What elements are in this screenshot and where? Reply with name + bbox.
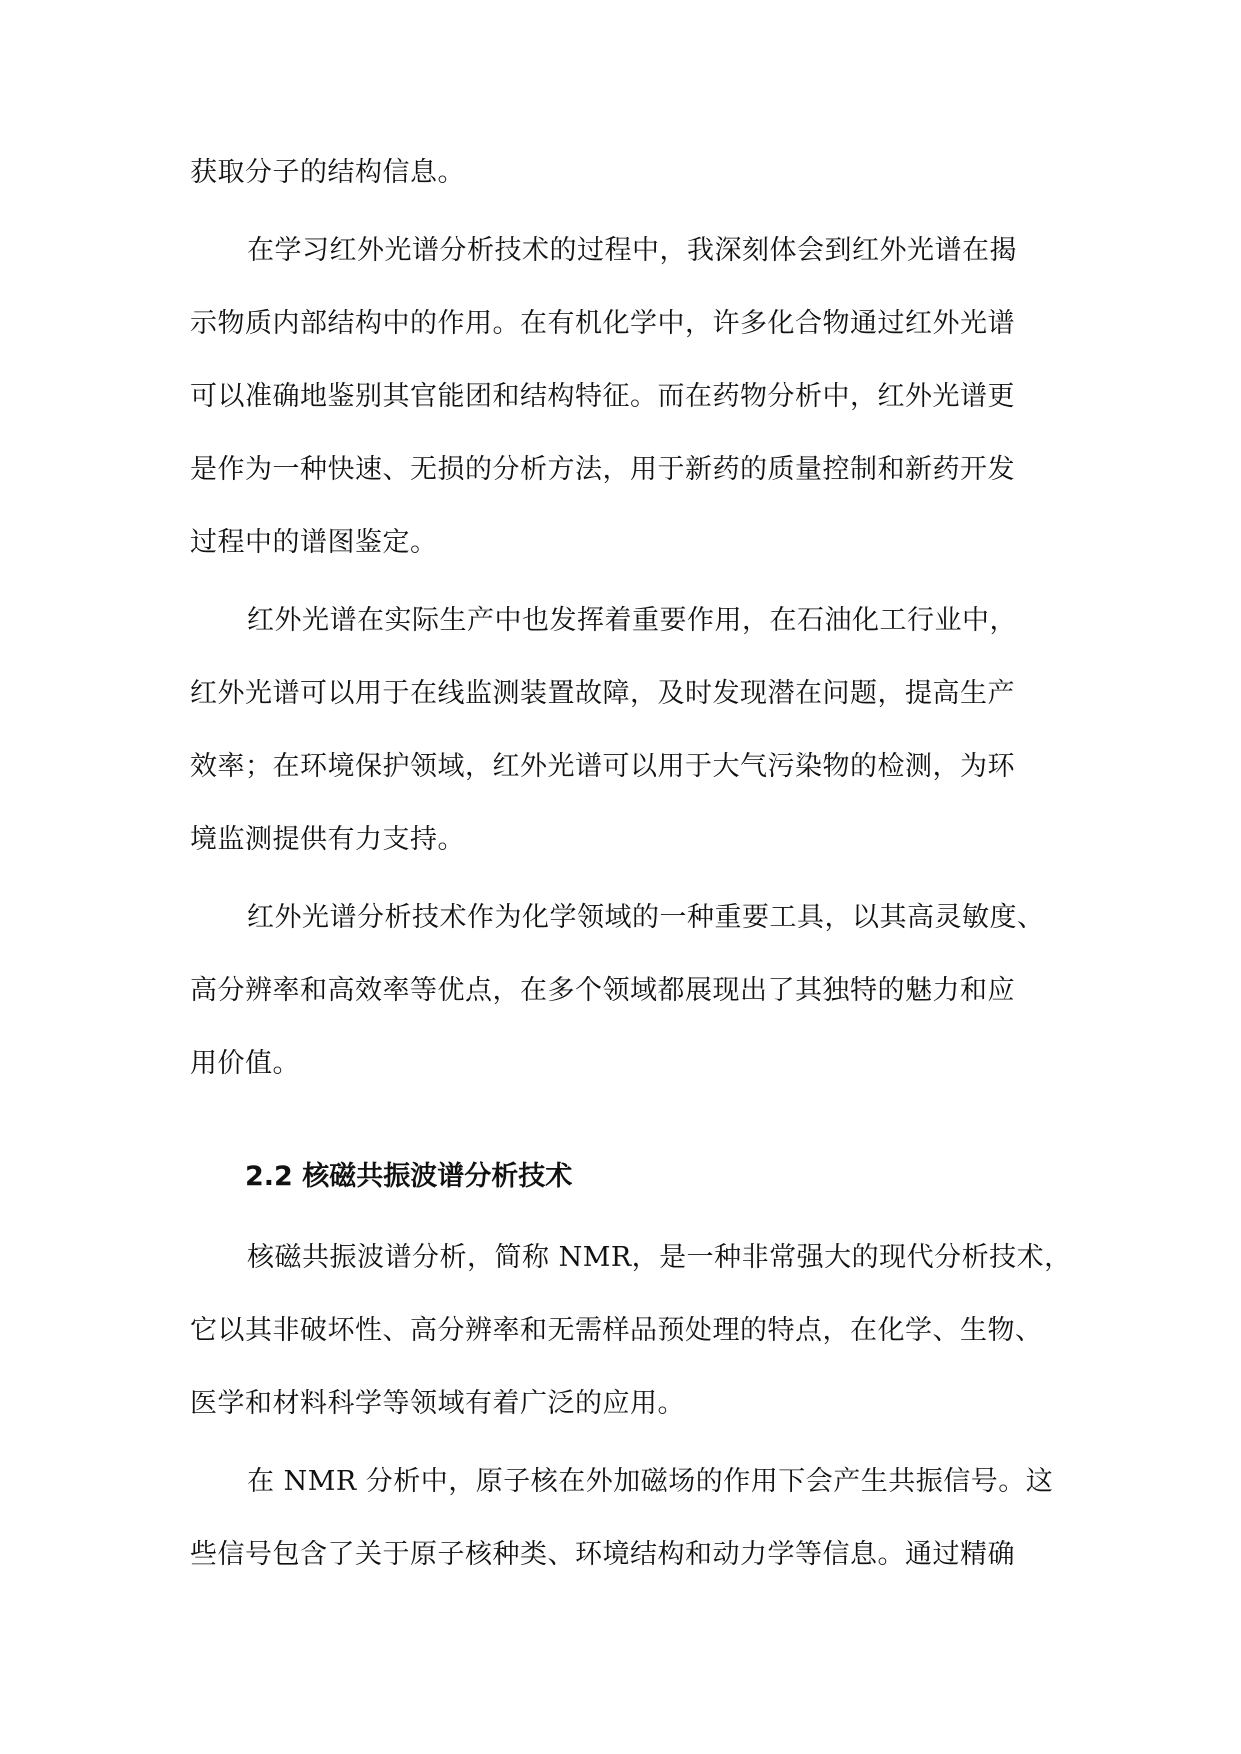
paragraph-line: 高分辨率和高效率等优点，在多个领域都展现出了其独特的魅力和应 bbox=[190, 975, 1015, 1006]
paragraph-line: 些信号包含了关于原子核种类、环境结构和动力学等信息。通过精确 bbox=[190, 1539, 1015, 1570]
paragraph-line: 在 NMR 分析中，原子核在外加磁场的作用下会产生共振信号。这 bbox=[247, 1466, 1054, 1497]
paragraph-line: 它以其非破坏性、高分辨率和无需样品预处理的特点，在化学、生物、 bbox=[190, 1315, 1043, 1346]
paragraph-line: 红外光谱在实际生产中也发挥着重要作用，在石油化工行业中， bbox=[247, 605, 1017, 636]
paragraph-line: 是作为一种快速、无损的分析方法，用于新药的质量控制和新药开发 bbox=[190, 454, 1015, 485]
paragraph-line: 红外光谱分析技术作为化学领域的一种重要工具，以其高灵敏度、 bbox=[247, 902, 1045, 933]
paragraph-line: 境监测提供有力支持。 bbox=[190, 824, 465, 855]
paragraph-line: 效率；在环境保护领域，红外光谱可以用于大气污染物的检测，为环 bbox=[190, 751, 1015, 782]
paragraph-line: 红外光谱可以用于在线监测装置故障，及时发现潜在问题，提高生产 bbox=[190, 678, 1015, 709]
paragraph-line: 核磁共振波谱分析，简称 NMR，是一种非常强大的现代分析技术， bbox=[247, 1242, 1072, 1273]
paragraph-line: 在学习红外光谱分析技术的过程中，我深刻体会到红外光谱在揭 bbox=[247, 235, 1017, 266]
paragraph-line: 过程中的谱图鉴定。 bbox=[190, 527, 438, 558]
paragraph-line: 可以准确地鉴别其官能团和结构特征。而在药物分析中，红外光谱更 bbox=[190, 381, 1015, 412]
paragraph-line: 医学和材料科学等领域有着广泛的应用。 bbox=[190, 1388, 685, 1419]
paragraph-line: 获取分子的结构信息。 bbox=[190, 157, 465, 188]
paragraph-line: 用价值。 bbox=[190, 1048, 300, 1079]
section-heading: 2.2 核磁共振波谱分析技术 bbox=[245, 1161, 573, 1192]
paragraph-line: 示物质内部结构中的作用。在有机化学中，许多化合物通过红外光谱 bbox=[190, 308, 1015, 339]
